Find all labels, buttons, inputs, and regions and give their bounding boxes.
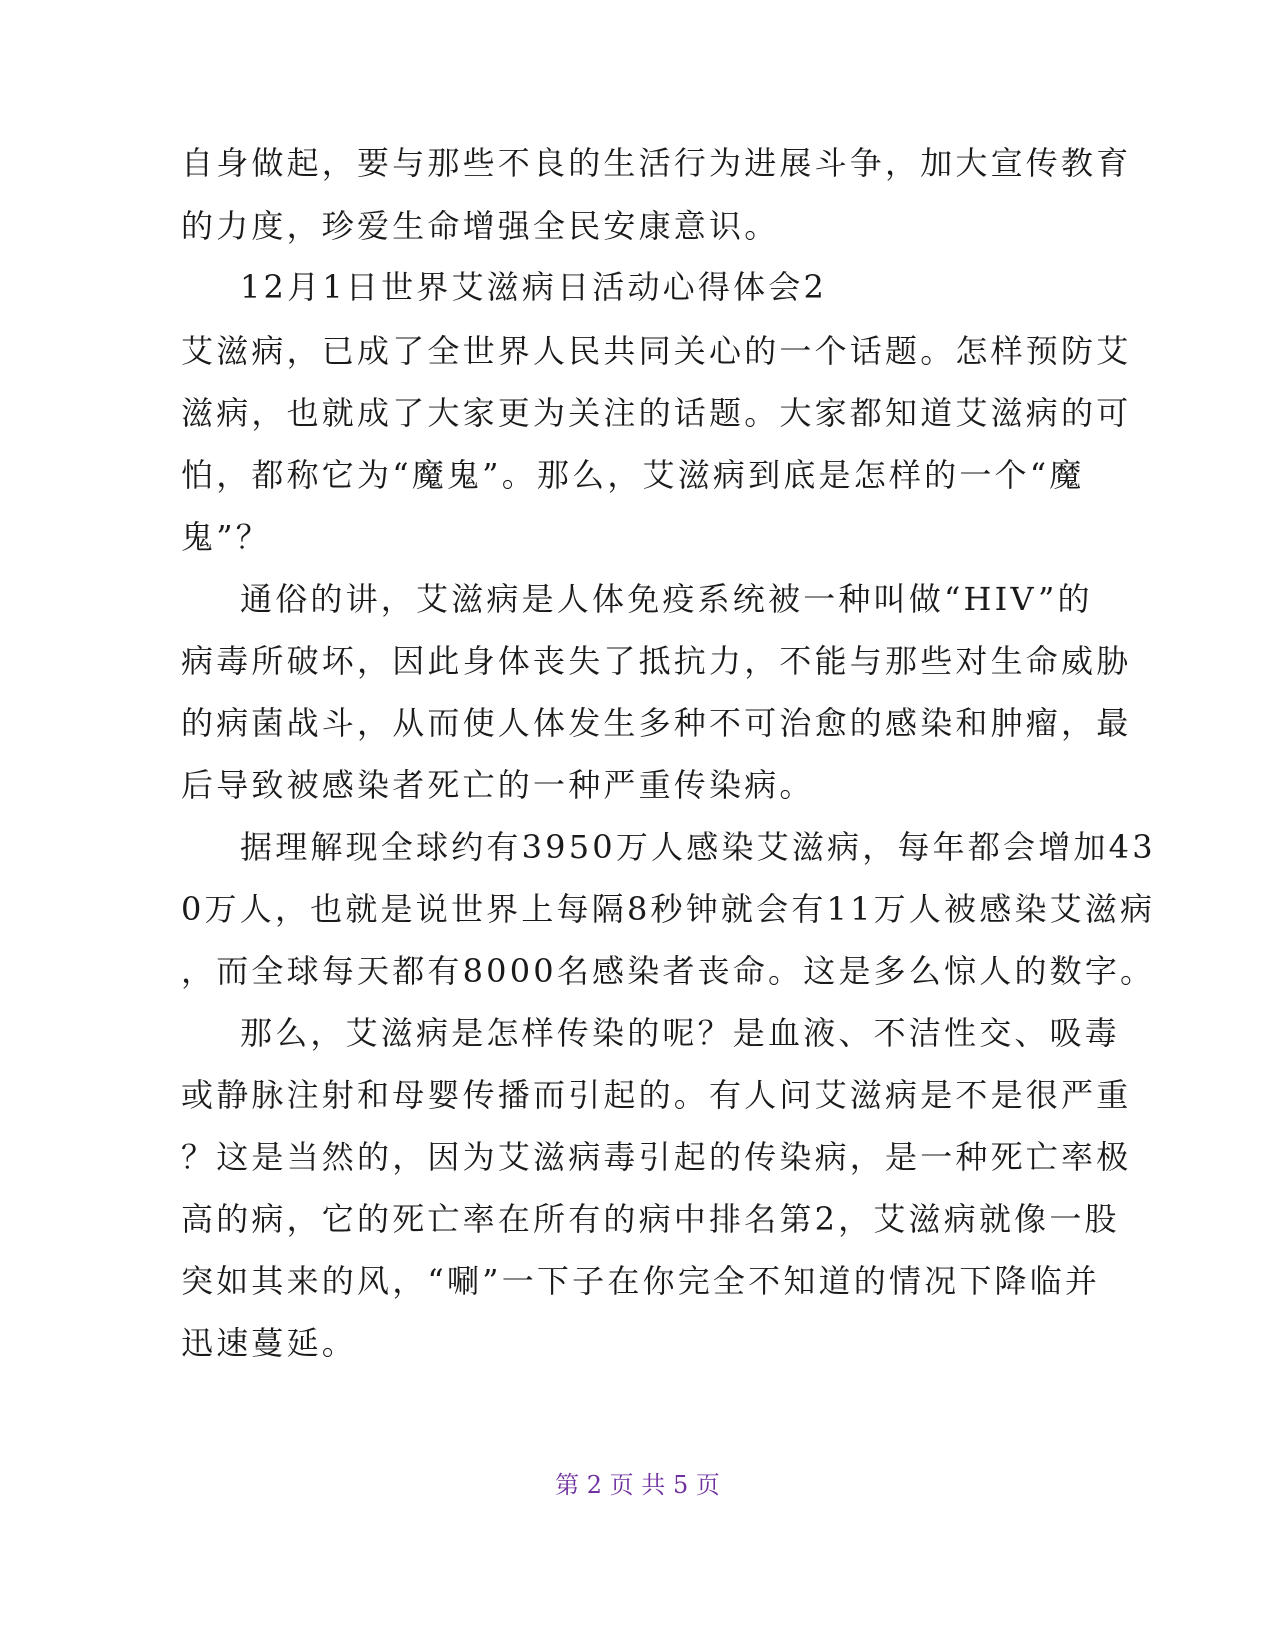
paragraph-line: 那么，艾滋病是怎样传染的呢？是血液、不洁性交、吸毒 — [240, 1014, 1121, 1052]
paragraph-line: 或静脉注射和母婴传播而引起的。有人问艾滋病是不是很严重 — [181, 1076, 1132, 1114]
paragraph-line: 通俗的讲，艾滋病是人体免疫系统被一种叫做“HIV”的 — [240, 580, 1093, 618]
paragraph-line: 迅速蔓延。 — [181, 1324, 358, 1362]
paragraph-line: 艾滋病，已成了全世界人民共同关心的一个话题。怎样预防艾 — [181, 332, 1132, 370]
paragraph-line: 据理解现全球约有3950万人感染艾滋病，每年都会增加43 — [240, 828, 1156, 866]
paragraph-line: 后导致被感染者死亡的一种严重传染病。 — [181, 766, 815, 804]
paragraph-line: 滋病，也就成了大家更为关注的话题。大家都知道艾滋病的可 — [181, 394, 1132, 432]
page-number-footer: 第 2 页 共 5 页 — [555, 1471, 720, 1499]
paragraph-line: 的力度，珍爱生命增强全民安康意识。 — [181, 207, 780, 245]
paragraph-line: 突如其来的风，“唰”一下子在你完全不知道的情况下降临并 — [181, 1262, 1101, 1300]
paragraph-line: 鬼”？ — [181, 518, 271, 556]
paragraph-line: 病毒所破坏，因此身体丧失了抵抗力，不能与那些对生命威胁 — [181, 642, 1132, 680]
paragraph-line: 高的病，它的死亡率在所有的病中排名第2，艾滋病就像一股 — [181, 1200, 1120, 1238]
paragraph-line: ？这是当然的，因为艾滋病毒引起的传染病，是一种死亡率极 — [181, 1138, 1132, 1176]
section-heading: 12月1日世界艾滋病日活动心得体会2 — [240, 268, 828, 306]
paragraph-line: 的病菌战斗，从而使人体发生多种不可治愈的感染和肿瘤，最 — [181, 704, 1132, 742]
paragraph-line: 自身做起，要与那些不良的生活行为进展斗争，加大宣传教育 — [181, 144, 1132, 182]
paragraph-line: ，而全球每天都有8000名感染者丧命。这是多么惊人的数字。 — [181, 952, 1156, 990]
paragraph-line: 怕，都称它为“魔鬼”。那么，艾滋病到底是怎样的一个“魔 — [181, 456, 1085, 494]
paragraph-line: 0万人，也就是说世界上每隔8秒钟就会有11万人被感染艾滋病 — [181, 890, 1156, 928]
